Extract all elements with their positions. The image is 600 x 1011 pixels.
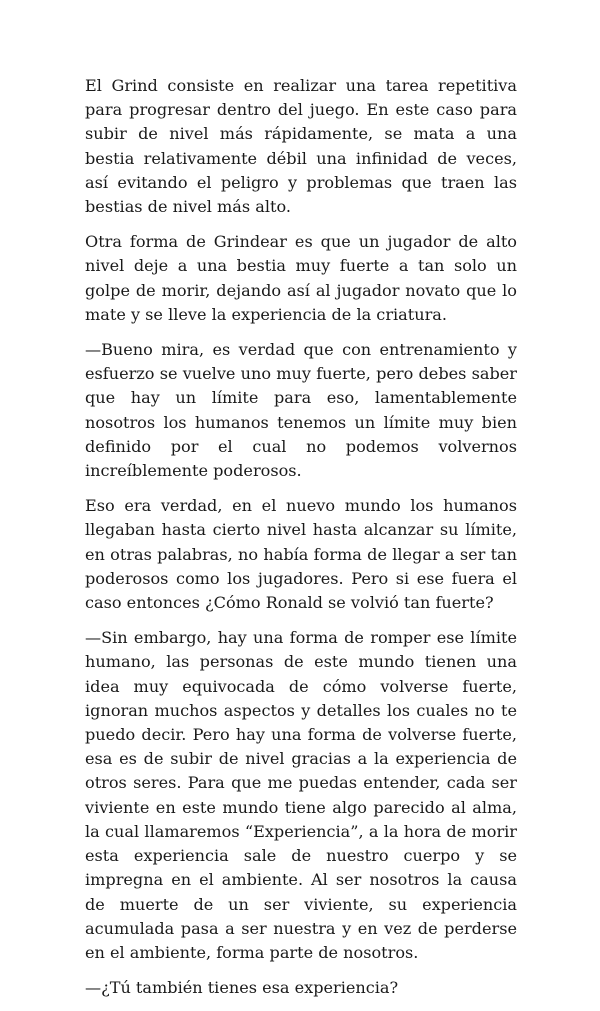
paragraph-dialogue-limit: —Bueno mira, es verdad que con entrenamiento y esfuerzo se vuelve uno muy fuerte, pero debes saber que hay un límite para eso, lamentablemente nosotros los humanos tenemos un límite muy bien definido por el cual no podemos volvernos increíblemente poderosos. [85, 340, 517, 481]
paragraph-dialogue-question: —¿Tú también tienes esa experiencia? [85, 978, 399, 998]
paragraph-grind-definition: El Grind consiste en realizar una tarea repetitiva para progresar dentro del juego. En este caso para subir de nivel más rápidamente, se mata a una bestia relativamente débil una infinidad de veces, así evitando el peligro y problemas que traen las bestias de nivel más alto. [85, 76, 517, 217]
paragraph-narration-ronald: Eso era verdad, en el nuevo mundo los humanos llegaban hasta cierto nivel hasta alcanzar su límite, en otras palabras, no había forma de llegar a ser tan poderosos como los jugadores. Pero si ese fuera el caso entonces ¿Cómo Ronald se volvió tan fuerte? [85, 496, 517, 613]
paragraph-grindear-alternative: Otra forma de Grindear es que un jugador de alto nivel deje a una bestia muy fuerte a tan solo un golpe de morir, dejando así al jugador novato que lo mate y se lleve la experiencia de la criatura. [85, 232, 517, 324]
paragraph-dialogue-experience: —Sin embargo, hay una forma de romper ese límite humano, las personas de este mundo tienen una idea muy equivocada de cómo volverse fuerte, ignoran muchos aspectos y detalles los cuales no te puedo decir. Pero hay una forma de volverse fuerte, esa es de subir de nivel gracias a la experiencia de otros seres. Para que me puedas entender, cada ser viviente en este mundo tiene algo parecido al alma, la cual llamaremos “Experiencia”, a la hora de morir esta experiencia sale de nuestro cuerpo y se impregna en el ambiente. Al ser nosotros la causa de muerte de un ser viviente, su experiencia acumulada pasa a ser nuestra y en vez de perderse en el ambiente, forma parte de nosotros. [85, 628, 517, 962]
document-page [85, 74, 517, 1011]
